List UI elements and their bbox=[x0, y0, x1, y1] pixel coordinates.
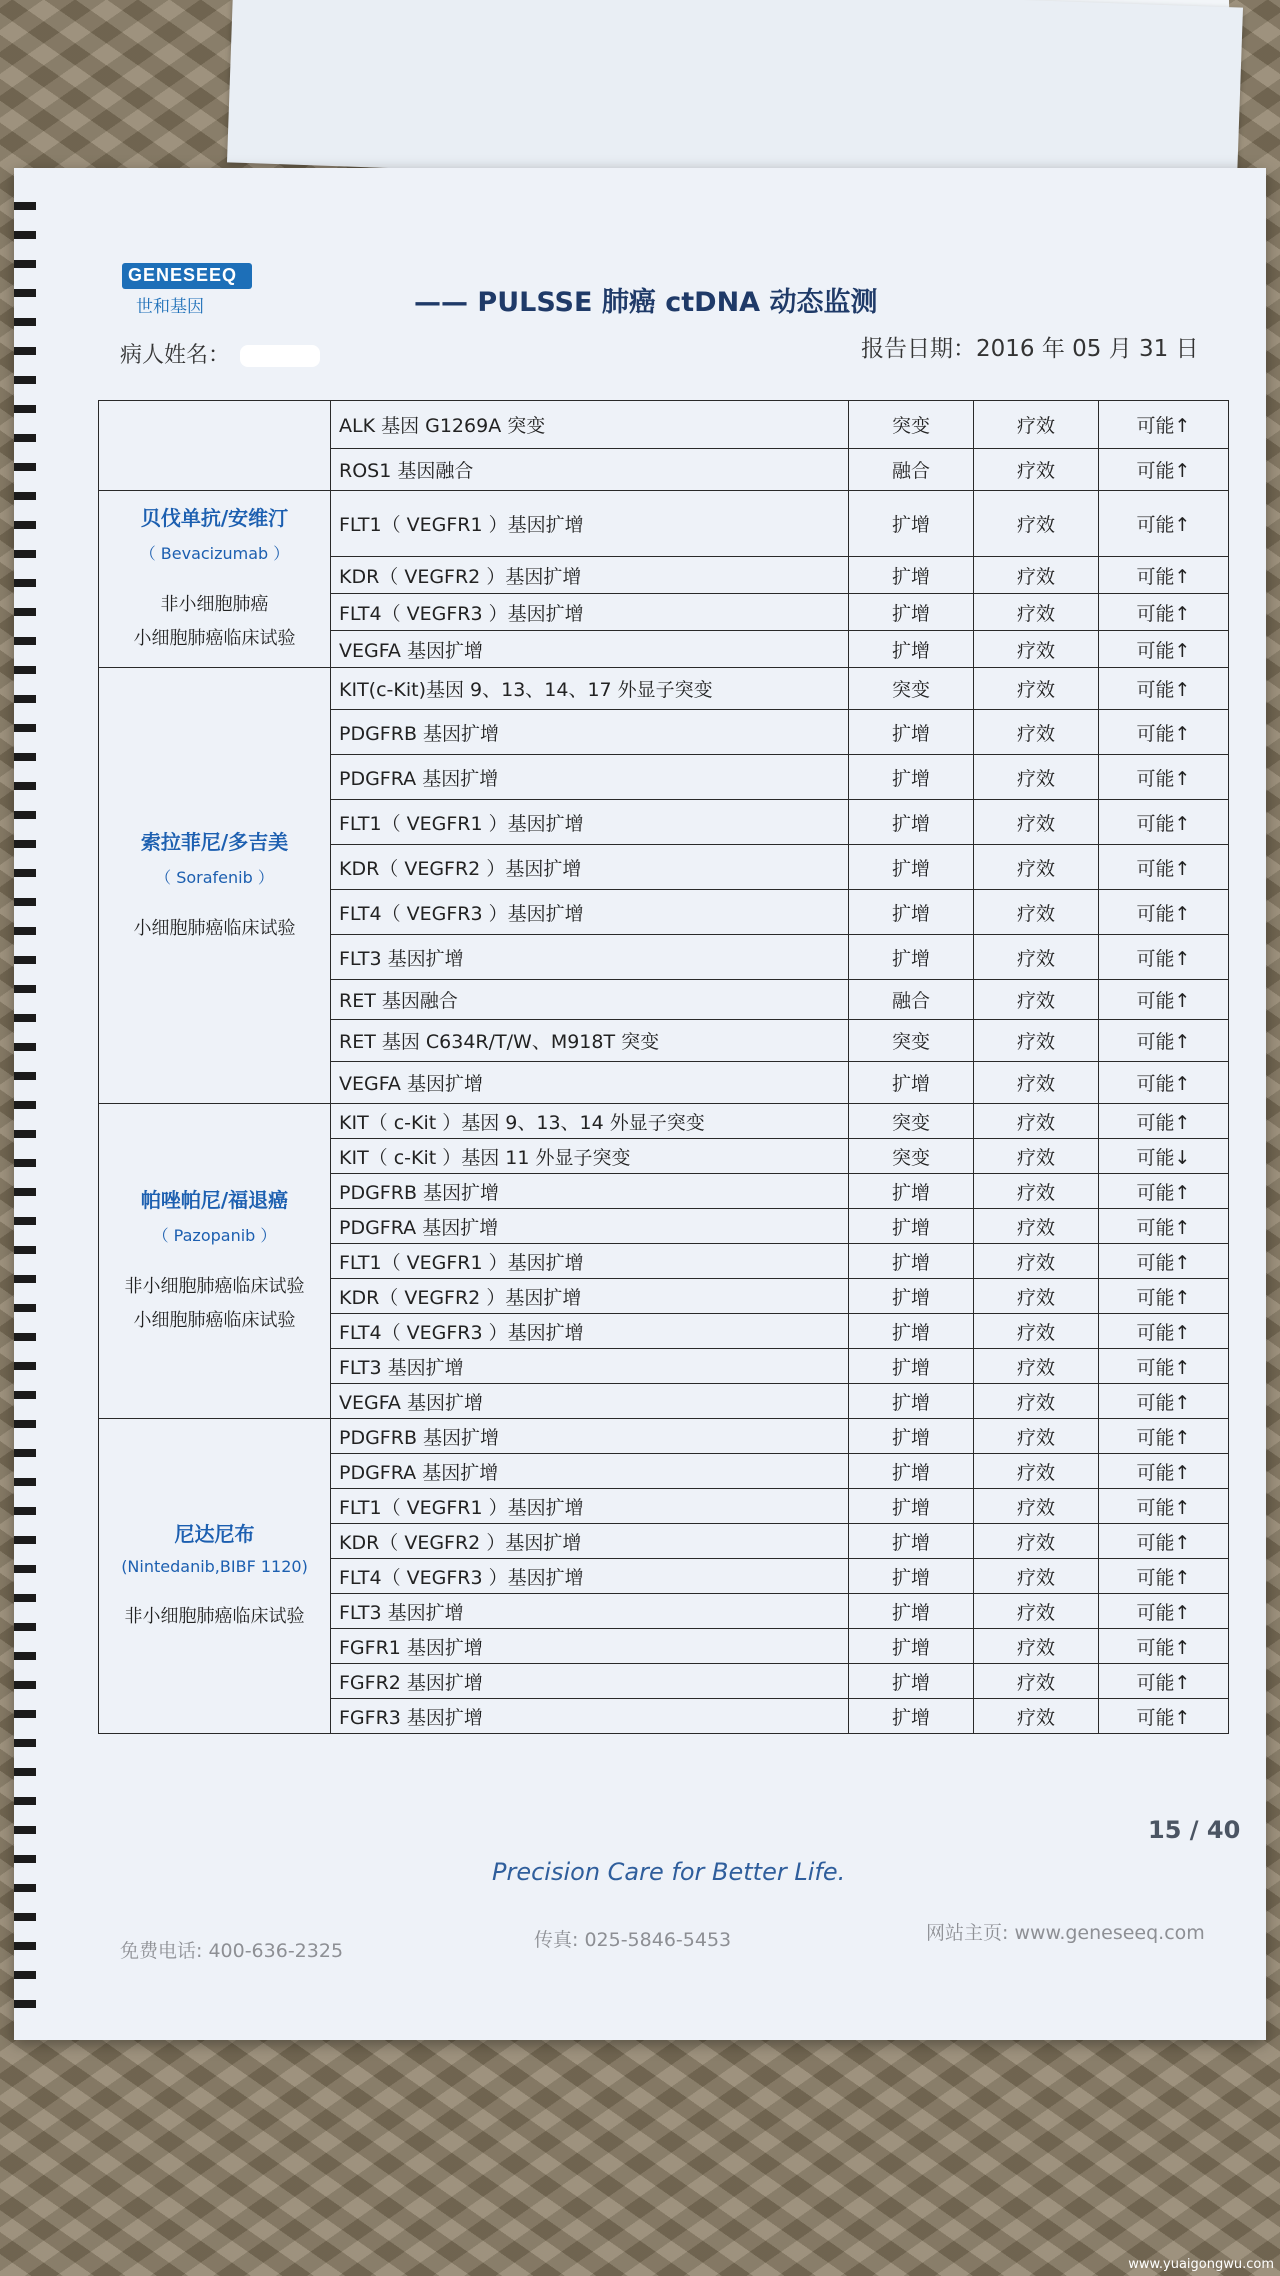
result-cell: 可能↑ bbox=[1099, 1384, 1229, 1419]
result-cell: 可能↑ bbox=[1099, 668, 1229, 710]
alteration-type-cell: 扩增 bbox=[849, 1699, 974, 1734]
result-cell: 可能↑ bbox=[1099, 1629, 1229, 1664]
alteration-type-cell: 扩增 bbox=[849, 1559, 974, 1594]
table-row bbox=[99, 1104, 1229, 1139]
result-cell: 可能↑ bbox=[1099, 449, 1229, 491]
drug-name: 贝伐单抗/安维汀 bbox=[140, 506, 289, 530]
trial-indication: 小细胞肺癌临床试验 bbox=[133, 628, 296, 649]
gene-alteration-cell: FGFR1 基因扩增 bbox=[331, 1629, 849, 1664]
alteration-type-cell: 扩增 bbox=[849, 755, 974, 800]
result-cell: 可能↑ bbox=[1099, 1454, 1229, 1489]
result-cell: 可能↑ bbox=[1099, 1244, 1229, 1279]
alteration-type-cell: 扩增 bbox=[849, 710, 974, 755]
gene-alteration-cell: PDGFRA 基因扩增 bbox=[331, 1454, 849, 1489]
effect-cell: 疗效 bbox=[974, 980, 1099, 1020]
result-cell: 可能↑ bbox=[1099, 935, 1229, 980]
gene-alteration-cell: FLT4（ VEGFR3 ）基因扩增 bbox=[331, 594, 849, 631]
effect-cell: 疗效 bbox=[974, 1349, 1099, 1384]
alteration-type-cell: 扩增 bbox=[849, 557, 974, 594]
gene-alteration-cell: FGFR2 基因扩增 bbox=[331, 1664, 849, 1699]
effect-cell: 疗效 bbox=[974, 845, 1099, 890]
footer-phone: 免费电话: 400-636-2325 bbox=[120, 1940, 344, 1962]
patient-name-redaction bbox=[240, 345, 320, 367]
effect-cell: 疗效 bbox=[974, 1209, 1099, 1244]
alteration-type-cell: 扩增 bbox=[849, 1419, 974, 1454]
effect-cell: 疗效 bbox=[974, 1629, 1099, 1664]
gene-alteration-cell: PDGFRA 基因扩增 bbox=[331, 1209, 849, 1244]
drug-gene-table bbox=[98, 400, 1229, 1734]
gene-alteration-cell: FLT1（ VEGFR1 ）基因扩增 bbox=[331, 800, 849, 845]
effect-cell: 疗效 bbox=[974, 557, 1099, 594]
result-cell: 可能↑ bbox=[1099, 631, 1229, 668]
gene-alteration-cell: VEGFA 基因扩增 bbox=[331, 1384, 849, 1419]
result-cell: 可能↑ bbox=[1099, 1314, 1229, 1349]
effect-cell: 疗效 bbox=[974, 491, 1099, 557]
effect-cell: 疗效 bbox=[974, 1524, 1099, 1559]
result-cell: 可能↑ bbox=[1099, 1174, 1229, 1209]
alteration-type-cell: 扩增 bbox=[849, 1664, 974, 1699]
gene-alteration-cell: ROS1 基因融合 bbox=[331, 449, 849, 491]
drug-name: 帕唑帕尼/福退癌 bbox=[140, 1188, 289, 1212]
effect-cell: 疗效 bbox=[974, 1419, 1099, 1454]
gene-alteration-cell: VEGFA 基因扩增 bbox=[331, 631, 849, 668]
gene-alteration-cell: KIT（ c-Kit ）基因 11 外显子突变 bbox=[331, 1139, 849, 1174]
alteration-type-cell: 扩增 bbox=[849, 890, 974, 935]
result-cell: 可能↑ bbox=[1099, 1594, 1229, 1629]
table-row bbox=[99, 401, 1229, 449]
drug-name-en: （ Pazopanib ） bbox=[152, 1226, 277, 1245]
gene-alteration-cell: KDR（ VEGFR2 ）基因扩增 bbox=[331, 1279, 849, 1314]
spiral-binding bbox=[14, 188, 36, 2018]
alteration-type-cell: 扩增 bbox=[849, 845, 974, 890]
alteration-type-cell: 扩增 bbox=[849, 1349, 974, 1384]
result-cell: 可能↑ bbox=[1099, 1020, 1229, 1062]
report-date: 报告日期：2016 年 05 月 31 日 bbox=[861, 336, 1199, 362]
result-cell: 可能↑ bbox=[1099, 710, 1229, 755]
gene-alteration-cell: KDR（ VEGFR2 ）基因扩增 bbox=[331, 1524, 849, 1559]
trial-indication: 小细胞肺癌临床试验 bbox=[133, 1310, 296, 1331]
gene-alteration-cell: FLT3 基因扩增 bbox=[331, 1349, 849, 1384]
alteration-type-cell: 突变 bbox=[849, 1020, 974, 1062]
result-cell: 可能↑ bbox=[1099, 980, 1229, 1020]
footer-fax: 传真: 025-5846-5453 bbox=[534, 1929, 732, 1951]
effect-cell: 疗效 bbox=[974, 401, 1099, 449]
alteration-type-cell: 突变 bbox=[849, 401, 974, 449]
alteration-type-cell: 扩增 bbox=[849, 1279, 974, 1314]
alteration-type-cell: 突变 bbox=[849, 1139, 974, 1174]
gene-alteration-cell: PDGFRB 基因扩增 bbox=[331, 1419, 849, 1454]
gene-alteration-cell: FLT4（ VEGFR3 ）基因扩增 bbox=[331, 1559, 849, 1594]
effect-cell: 疗效 bbox=[974, 594, 1099, 631]
report-page bbox=[14, 168, 1266, 2040]
effect-cell: 疗效 bbox=[974, 1664, 1099, 1699]
alteration-type-cell: 扩增 bbox=[849, 1209, 974, 1244]
effect-cell: 疗效 bbox=[974, 1279, 1099, 1314]
drug-cell bbox=[99, 491, 331, 668]
alteration-type-cell: 扩增 bbox=[849, 935, 974, 980]
trial-indication: 非小细胞肺癌 bbox=[160, 594, 269, 615]
drug-name: 尼达尼布 bbox=[174, 1522, 255, 1546]
result-cell: 可能↑ bbox=[1099, 594, 1229, 631]
logo-text-en: GENESEEQ bbox=[128, 265, 238, 285]
result-cell: 可能↑ bbox=[1099, 845, 1229, 890]
result-cell: 可能↑ bbox=[1099, 755, 1229, 800]
effect-cell: 疗效 bbox=[974, 1244, 1099, 1279]
page-number: 15 / 40 bbox=[1148, 1816, 1241, 1844]
gene-alteration-cell: RET 基因 C634R/T/W、M918T 突变 bbox=[331, 1020, 849, 1062]
gene-alteration-cell: RET 基因融合 bbox=[331, 980, 849, 1020]
result-cell: 可能↓ bbox=[1099, 1139, 1229, 1174]
drug-cell bbox=[99, 401, 331, 491]
effect-cell: 疗效 bbox=[974, 1314, 1099, 1349]
gene-alteration-cell: FLT3 基因扩增 bbox=[331, 1594, 849, 1629]
result-cell: 可能↑ bbox=[1099, 1559, 1229, 1594]
result-cell: 可能↑ bbox=[1099, 557, 1229, 594]
result-cell: 可能↑ bbox=[1099, 800, 1229, 845]
result-cell: 可能↑ bbox=[1099, 491, 1229, 557]
gene-alteration-cell: VEGFA 基因扩增 bbox=[331, 1062, 849, 1104]
logo-badge bbox=[122, 263, 252, 289]
drug-name: 索拉菲尼/多吉美 bbox=[140, 829, 289, 854]
gene-alteration-cell: KDR（ VEGFR2 ）基因扩增 bbox=[331, 557, 849, 594]
result-cell: 可能↑ bbox=[1099, 1664, 1229, 1699]
drug-cell bbox=[99, 1419, 331, 1734]
patient-name-row bbox=[120, 338, 320, 369]
patient-name-label: 病人姓名： bbox=[120, 343, 231, 368]
effect-cell: 疗效 bbox=[974, 890, 1099, 935]
alteration-type-cell: 扩增 bbox=[849, 1062, 974, 1104]
effect-cell: 疗效 bbox=[974, 1699, 1099, 1734]
result-cell: 可能↑ bbox=[1099, 1699, 1229, 1734]
effect-cell: 疗效 bbox=[974, 449, 1099, 491]
gene-alteration-cell: FLT1（ VEGFR1 ）基因扩增 bbox=[331, 491, 849, 557]
result-cell: 可能↑ bbox=[1099, 401, 1229, 449]
geneseeq-logo bbox=[122, 263, 262, 318]
alteration-type-cell: 融合 bbox=[849, 980, 974, 1020]
drug-cell bbox=[99, 668, 331, 1104]
effect-cell: 疗效 bbox=[974, 1384, 1099, 1419]
alteration-type-cell: 扩增 bbox=[849, 631, 974, 668]
watermark: www.yuaigongwu.com bbox=[1128, 2257, 1274, 2272]
alteration-type-cell: 扩增 bbox=[849, 1244, 974, 1279]
result-cell: 可能↑ bbox=[1099, 1524, 1229, 1559]
trial-indication: 非小细胞肺癌临床试验 bbox=[124, 1276, 305, 1297]
effect-cell: 疗效 bbox=[974, 631, 1099, 668]
effect-cell: 疗效 bbox=[974, 1139, 1099, 1174]
gene-alteration-cell: KIT（ c-Kit ）基因 9、13、14 外显子突变 bbox=[331, 1104, 849, 1139]
alteration-type-cell: 扩增 bbox=[849, 1524, 974, 1559]
effect-cell: 疗效 bbox=[974, 1104, 1099, 1139]
table-row bbox=[99, 668, 1229, 710]
effect-cell: 疗效 bbox=[974, 1174, 1099, 1209]
effect-cell: 疗效 bbox=[974, 668, 1099, 710]
result-cell: 可能↑ bbox=[1099, 1489, 1229, 1524]
effect-cell: 疗效 bbox=[974, 1559, 1099, 1594]
result-cell: 可能↑ bbox=[1099, 890, 1229, 935]
alteration-type-cell: 扩增 bbox=[849, 1384, 974, 1419]
alteration-type-cell: 融合 bbox=[849, 449, 974, 491]
result-cell: 可能↑ bbox=[1099, 1209, 1229, 1244]
result-cell: 可能↑ bbox=[1099, 1279, 1229, 1314]
drug-cell bbox=[99, 1104, 331, 1419]
gene-alteration-cell: KIT(c-Kit)基因 9、13、14、17 外显子突变 bbox=[331, 668, 849, 710]
slogan: Precision Care for Better Life. bbox=[492, 1858, 846, 1886]
effect-cell: 疗效 bbox=[974, 710, 1099, 755]
alteration-type-cell: 扩增 bbox=[849, 1629, 974, 1664]
result-cell: 可能↑ bbox=[1099, 1349, 1229, 1384]
drug-name-en: (Nintedanib,BIBF 1120) bbox=[121, 1557, 308, 1576]
footer-website: 网站主页: www.geneseeq.com bbox=[926, 1922, 1205, 1944]
table-row bbox=[99, 491, 1229, 557]
gene-alteration-cell: FLT1（ VEGFR1 ）基因扩增 bbox=[331, 1244, 849, 1279]
gene-alteration-cell: PDGFRB 基因扩增 bbox=[331, 1174, 849, 1209]
result-cell: 可能↑ bbox=[1099, 1062, 1229, 1104]
gene-alteration-cell: FLT1（ VEGFR1 ）基因扩增 bbox=[331, 1489, 849, 1524]
effect-cell: 疗效 bbox=[974, 1454, 1099, 1489]
alteration-type-cell: 扩增 bbox=[849, 491, 974, 557]
gene-alteration-cell: KDR（ VEGFR2 ）基因扩增 bbox=[331, 845, 849, 890]
trial-indication: 非小细胞肺癌临床试验 bbox=[124, 1606, 305, 1627]
effect-cell: 疗效 bbox=[974, 1020, 1099, 1062]
alteration-type-cell: 扩增 bbox=[849, 594, 974, 631]
effect-cell: 疗效 bbox=[974, 755, 1099, 800]
alteration-type-cell: 扩增 bbox=[849, 1594, 974, 1629]
effect-cell: 疗效 bbox=[974, 935, 1099, 980]
gene-alteration-cell: ALK 基因 G1269A 突变 bbox=[331, 401, 849, 449]
gene-alteration-cell: FLT4（ VEGFR3 ）基因扩增 bbox=[331, 1314, 849, 1349]
trial-indication: 小细胞肺癌临床试验 bbox=[133, 917, 296, 939]
gene-alteration-cell: FLT4（ VEGFR3 ）基因扩增 bbox=[331, 890, 849, 935]
gene-alteration-cell: FLT3 基因扩增 bbox=[331, 935, 849, 980]
effect-cell: 疗效 bbox=[974, 800, 1099, 845]
alteration-type-cell: 扩增 bbox=[849, 800, 974, 845]
gene-alteration-cell: PDGFRA 基因扩增 bbox=[331, 755, 849, 800]
alteration-type-cell: 突变 bbox=[849, 1104, 974, 1139]
drug-name-en: （ Sorafenib ） bbox=[155, 867, 274, 887]
logo-text-cn: 世和基因 bbox=[136, 297, 204, 317]
document-title: —— PULSSE 肺癌 ctDNA 动态监测 bbox=[414, 287, 878, 318]
gene-alteration-cell: FGFR3 基因扩增 bbox=[331, 1699, 849, 1734]
effect-cell: 疗效 bbox=[974, 1062, 1099, 1104]
table-row bbox=[99, 1419, 1229, 1454]
effect-cell: 疗效 bbox=[974, 1489, 1099, 1524]
alteration-type-cell: 扩增 bbox=[849, 1489, 974, 1524]
result-cell: 可能↑ bbox=[1099, 1104, 1229, 1139]
gene-alteration-cell: PDGFRB 基因扩增 bbox=[331, 710, 849, 755]
alteration-type-cell: 突变 bbox=[849, 668, 974, 710]
alteration-type-cell: 扩增 bbox=[849, 1454, 974, 1489]
alteration-type-cell: 扩增 bbox=[849, 1314, 974, 1349]
result-cell: 可能↑ bbox=[1099, 1419, 1229, 1454]
alteration-type-cell: 扩增 bbox=[849, 1174, 974, 1209]
effect-cell: 疗效 bbox=[974, 1594, 1099, 1629]
drug-name-en: （ Bevacizumab ） bbox=[139, 544, 290, 563]
